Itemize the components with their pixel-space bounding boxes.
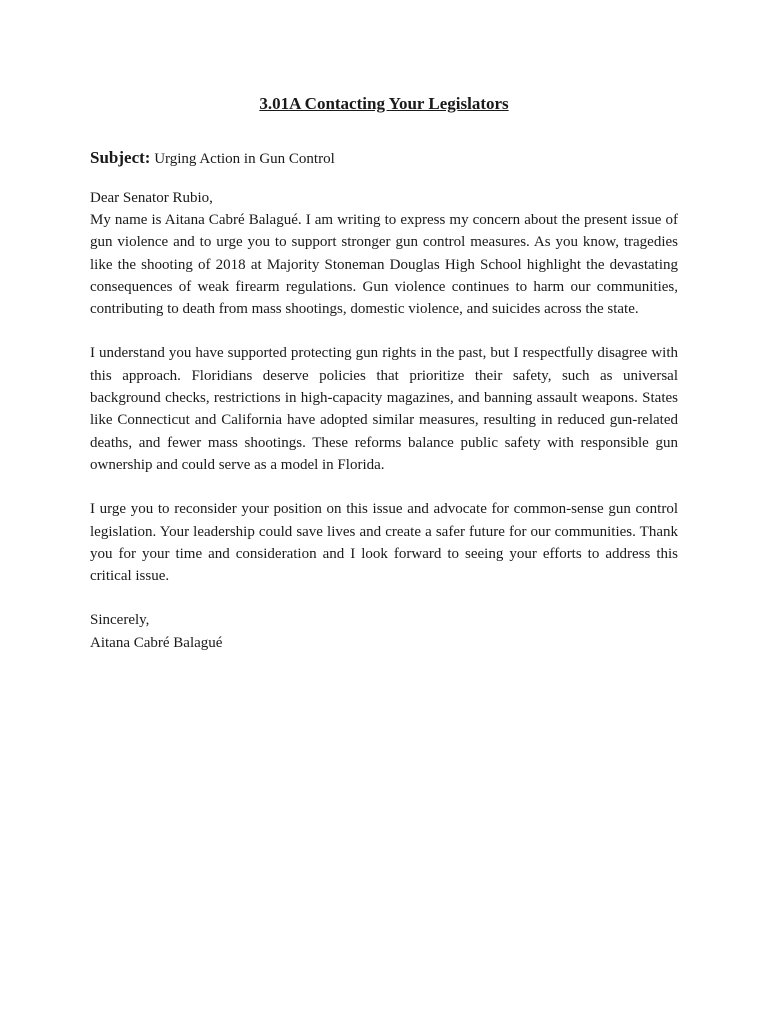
signature: Aitana Cabré Balagué [90,634,223,651]
salutation: Dear Senator Rubio, [90,190,213,206]
letter-page [90,92,678,654]
subject-line [90,146,678,171]
body-paragraph-2: I understand you have supported protecting gun rights in the past, but I respectfully disagree with this approach. Floridians deserve policies that prioritize their safety, such as universal background checks, restrictions in high-capacity magazines, and banning assault weapons. States like Connecticut and California have adopted similar measures, resulting in reduced gun-related deaths, and fewer mass shootings. These reforms balance public safety with responsible gun ownership and could serve as a model in Florida. [90,345,678,473]
body-paragraph-3: I urge you to reconsider your position on this issue and advocate for common-sense gun control legislation. Your leadership could save lives and create a safer future for our communities. Thank you for your time and consideration and I look forward to seeing your efforts to address this critical issue. [90,501,678,585]
subject-label: Subject: [90,148,151,167]
subject-text: Urging Action in Gun Control [154,151,335,167]
closing: Sincerely, [90,612,150,629]
body-paragraph-1: My name is Aitana Cabré Balagué. I am writing to express my concern about the present issue of gun violence and to urge you to support stronger gun control measures. As you know, tragedies like the shooting of 2018 at Majority Stoneman Douglas High School highlight the devastating consequences of weak firearm regulations. Gun violence continues to harm our communities, contributing to death from mass shootings, domestic violence, and suicides across the state. [90,212,678,318]
document-title: 3.01A Contacting Your Legislators [259,94,509,113]
